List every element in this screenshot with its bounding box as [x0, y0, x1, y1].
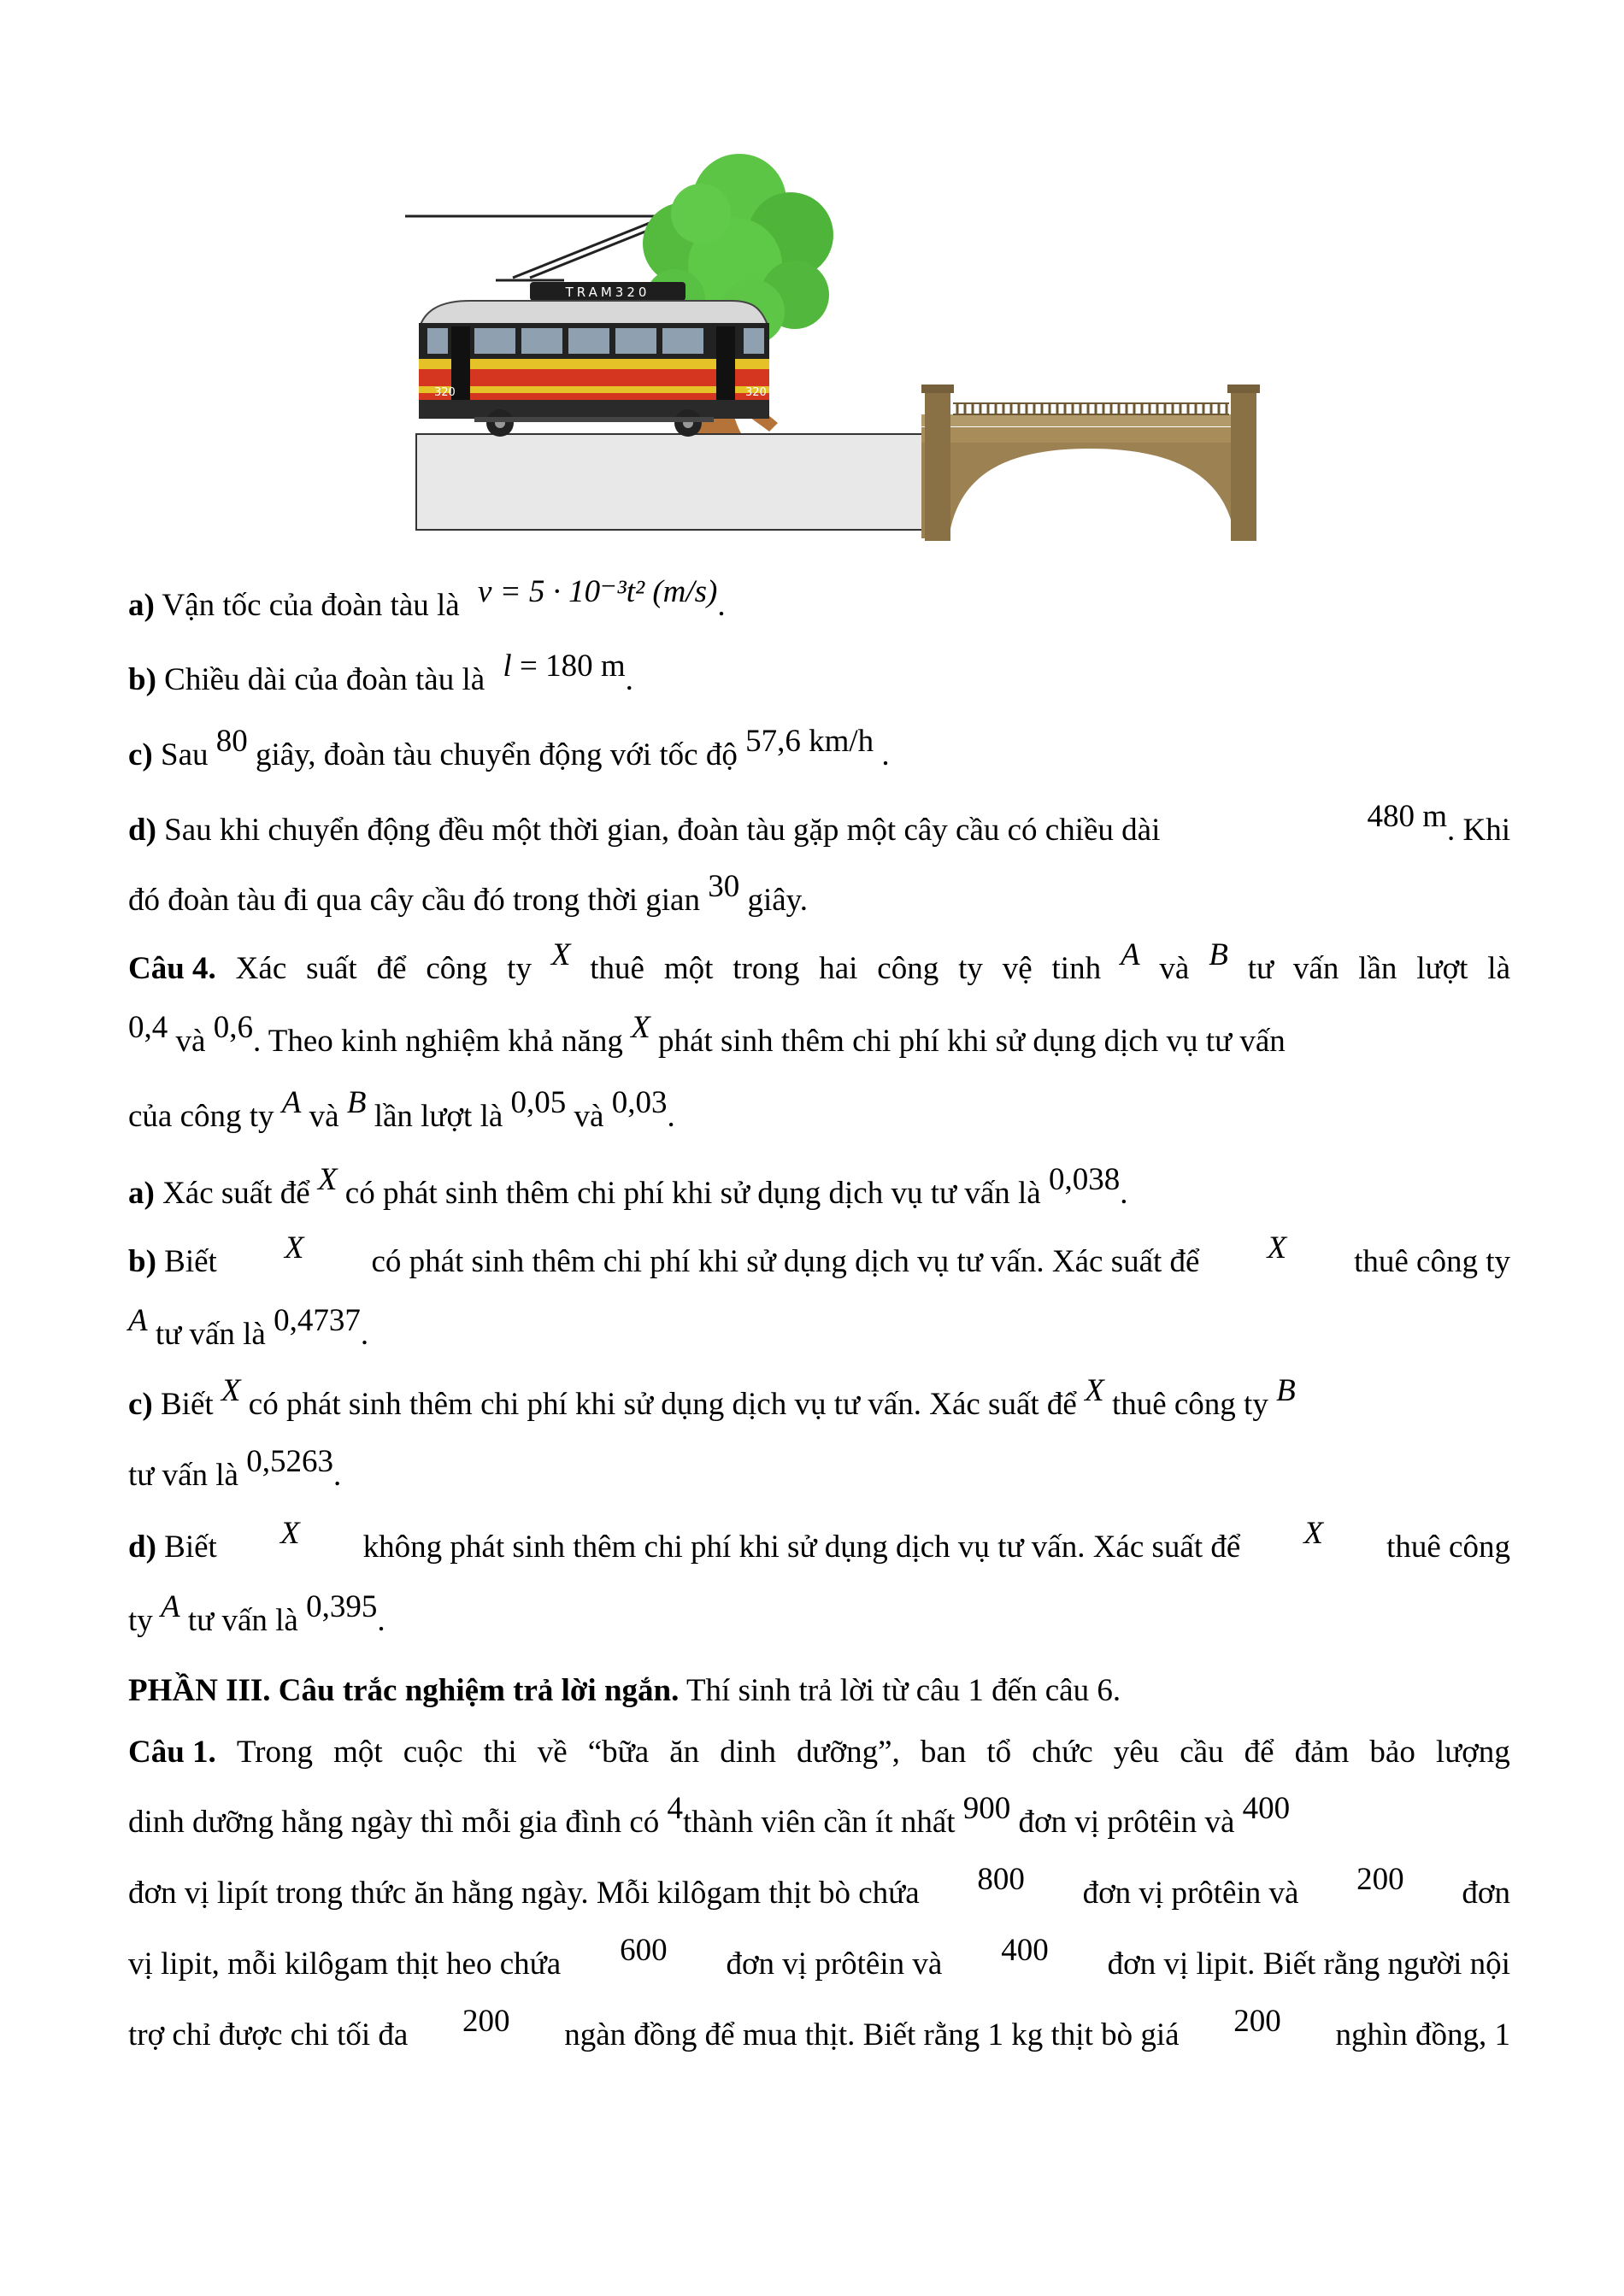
part-d-line-1: [128, 799, 1510, 848]
q1-pork-protein: 600: [620, 1933, 668, 1968]
q4a-end: .: [1120, 1176, 1128, 1211]
q4-word: vấn: [1292, 951, 1339, 986]
q4-line-1: [128, 937, 1510, 986]
bridge-railing: [957, 403, 1227, 414]
q4b-end: .: [360, 1317, 369, 1352]
q4c-text-3: thuê công ty: [1111, 1387, 1268, 1422]
q1-word: chức: [1032, 1735, 1093, 1770]
q4c-text-4: tư vấn là: [128, 1458, 238, 1493]
part-a: [128, 574, 1510, 623]
q1-word: dinh: [720, 1735, 776, 1770]
q4d-label: d): [128, 1530, 156, 1565]
q4-text-2: . Theo kinh nghiệm khả năng: [252, 1024, 623, 1059]
q4d-end: .: [377, 1603, 385, 1638]
q4-word: suất: [306, 951, 357, 986]
q4d-text-1: Biết: [164, 1530, 217, 1565]
q4-var-b: B: [1209, 937, 1228, 972]
q4d-line-1: [128, 1516, 1510, 1565]
q4d-line-2: [128, 1589, 1510, 1638]
q1-text-3a: đơn vị lipít trong thức ăn hằng ngày. Mỗi kilôgam thịt bò chứa: [128, 1876, 920, 1911]
part-d-line-2: [128, 869, 1510, 918]
q4-rate-b: 0,03: [611, 1085, 668, 1120]
part-b: [128, 649, 1510, 697]
part-b-value: = 180 m: [519, 649, 626, 684]
q4b-line-1: [128, 1230, 1510, 1279]
q4-word: vệ: [1002, 951, 1033, 986]
part-c-text-1: Sau: [161, 737, 209, 772]
q4-line-3: [128, 1085, 1510, 1134]
q4-var-b: B: [346, 1085, 367, 1120]
q4-word: hai: [819, 951, 858, 986]
q4a-label: a): [128, 1176, 155, 1211]
part-c: [128, 724, 1510, 772]
q4b-var-x-2: X: [1267, 1230, 1287, 1265]
q1-line-5: [128, 2004, 1510, 2052]
q1-budget: 200: [462, 2004, 510, 2039]
q4-word: công: [426, 951, 488, 986]
q1-line-1: [128, 1736, 1510, 1768]
q1-word: về: [537, 1735, 568, 1770]
q4d-var-a: A: [161, 1589, 180, 1624]
q1-word: cuộc: [403, 1735, 463, 1770]
part-b-text: Chiều dài của đoàn tàu là: [164, 662, 485, 697]
part-d-text-4: giây.: [747, 883, 809, 918]
q4c-var-x-1: X: [221, 1373, 241, 1408]
q4-var-x: X: [550, 937, 571, 972]
q4-rate-a: 0,05: [510, 1085, 567, 1120]
part3-heading-line: [128, 1675, 1510, 1706]
part-b-var: l: [503, 649, 512, 684]
q4c-line-2: [128, 1444, 1510, 1493]
part-c-text-2: giây, đoàn tàu chuyển động với tốc độ: [256, 737, 738, 772]
q4a-text-1: Xác suất để: [162, 1176, 310, 1211]
q4b-label: b): [128, 1244, 156, 1279]
q4b-var-x-1: X: [284, 1230, 304, 1265]
q1-text-4c: đơn vị lipit. Biết rằng người nội: [1107, 1947, 1510, 1982]
q4d-text-3: thuê công: [1386, 1530, 1510, 1565]
q4-word: và: [1159, 951, 1190, 986]
part-a-end: .: [717, 588, 726, 623]
q4b-text-2: có phát sinh thêm chi phí khi sử dụng dịch vụ tư vấn. Xác suất để: [371, 1244, 1200, 1279]
q4a: [128, 1162, 1510, 1211]
part-b-end: .: [625, 662, 633, 697]
q4a-value: 0,038: [1048, 1162, 1121, 1197]
q4c-text-2: có phát sinh thêm chi phí khi sử dụng dịch vụ tư vấn. Xác suất để: [248, 1387, 1077, 1422]
q1-members: 4: [667, 1791, 684, 1826]
q4c-value: 0,5263: [246, 1444, 333, 1479]
q4c-end: .: [332, 1458, 342, 1493]
q4-prob-b: 0,6: [213, 1010, 253, 1045]
q4b-text-1: Biết: [164, 1244, 217, 1279]
q4c-line-1: [128, 1373, 1510, 1422]
q4-text-4: của công ty: [128, 1099, 274, 1134]
part3-heading: PHẦN III. Câu trắc nghiệm trả lời ngắn.: [128, 1673, 680, 1708]
q1-word: dưỡng”,: [797, 1735, 900, 1770]
part-d-text-2: . Khi: [1447, 813, 1510, 848]
q4b-text-4: tư vấn là: [155, 1317, 266, 1352]
part-c-label: c): [128, 737, 153, 772]
q1-text-4a: vị lipit, mỗi kilôgam thịt heo chứa: [128, 1947, 562, 1982]
tram: [419, 282, 769, 437]
part-d-time: 30: [708, 869, 740, 904]
part-a-label: a): [128, 588, 155, 623]
bridge: [921, 385, 1260, 541]
part-d-length: 480 m: [1367, 799, 1447, 834]
q4c-label: c): [128, 1387, 153, 1422]
q4-word: để: [376, 951, 407, 986]
q4-word: trong: [733, 951, 800, 986]
q1-beef-lipid: 200: [1356, 1862, 1404, 1897]
q1-word: cầu: [1180, 1735, 1224, 1770]
q4c-var-x-2: X: [1085, 1373, 1104, 1408]
q4c-text-1: Biết: [161, 1387, 214, 1422]
q1-beef-price: 200: [1233, 2004, 1281, 2039]
q4d-value: 0,395: [306, 1589, 378, 1624]
q1-text-2a: dinh dưỡng hằng ngày thì mỗi gia đình có: [128, 1805, 660, 1840]
q1-text-4b: đơn vị prôtêin và: [726, 1947, 943, 1982]
q1-word: ban: [920, 1735, 967, 1770]
q1-line-3: [128, 1862, 1510, 1911]
part-c-end: .: [881, 737, 890, 772]
q1-line-4: [128, 1933, 1510, 1982]
tram-number-right: 320: [745, 386, 767, 399]
q4d-text-2: không phát sinh thêm chi phí khi sử dụng dịch vụ tư vấn. Xác suất để: [362, 1530, 1241, 1565]
q1-text-2c: đơn vị prôtêin và: [1018, 1805, 1235, 1840]
q4-word: Xác: [235, 951, 287, 986]
q4-prob-a: 0,4: [128, 1010, 168, 1045]
q4-and-2: và: [309, 1099, 339, 1134]
part-c-time: 80: [215, 724, 248, 759]
q1-word: để: [1244, 1735, 1274, 1770]
q4-label: Câu 4.: [128, 951, 216, 986]
q1-word: một: [333, 1735, 383, 1770]
q4a-var-x: X: [317, 1162, 338, 1197]
part-a-text: Vận tốc của đoàn tàu là: [162, 588, 460, 623]
part-b-label: b): [128, 662, 156, 697]
q1-beef-protein: 800: [977, 1862, 1025, 1897]
q4-var-a: A: [281, 1085, 302, 1120]
q4a-text-2: có phát sinh thêm chi phí khi sử dụng dịch vụ tư vấn là: [344, 1176, 1041, 1211]
q1-text-5c: nghìn đồng, 1: [1335, 2017, 1510, 2052]
q1-word: bảo: [1369, 1735, 1415, 1770]
part-d-text-1: Sau khi chuyển động đều một thời gian, đoàn tàu gặp một cây cầu có chiều dài: [164, 813, 1161, 848]
tram-number-left: 320: [434, 386, 456, 399]
q4-and-1: và: [175, 1024, 206, 1059]
q4-line-2: [128, 1010, 1510, 1059]
q1-text-3b: đơn vị prôtêin và: [1082, 1876, 1299, 1911]
q1-label: Câu 1.: [128, 1735, 216, 1770]
q1-word: yêu: [1113, 1735, 1160, 1770]
q4-word: thuê: [590, 951, 644, 986]
q4-var-a: A: [1120, 937, 1140, 972]
q4-word: là: [1487, 951, 1510, 986]
q4-and-3: và: [574, 1099, 604, 1134]
part-a-formula: v = 5 · 10⁻³t² (m/s): [477, 574, 718, 609]
q1-word: thi: [483, 1735, 517, 1770]
q4-word: ty: [958, 951, 983, 986]
q4-var-x: X: [631, 1010, 650, 1045]
q1-protein-min: 900: [962, 1791, 1011, 1826]
q4-word: ty: [507, 951, 532, 986]
q4-text-5: lần lượt là: [374, 1099, 503, 1134]
part-c-speed: 57,6 km/h: [745, 724, 874, 759]
q4d-var-x-2: X: [1303, 1516, 1323, 1551]
part-d-label: d): [128, 813, 156, 848]
q4-word: tinh: [1051, 951, 1102, 986]
q4-word: lượt: [1416, 951, 1468, 986]
q1-word: “bữa: [587, 1735, 650, 1770]
q4-end: .: [667, 1099, 675, 1134]
q4d-var-x-1: X: [279, 1516, 300, 1551]
part3-text: Thí sinh trả lời từ câu 1 đến câu 6.: [685, 1673, 1121, 1708]
q1-text-5a: trợ chỉ được chi tối đa: [128, 2017, 409, 2052]
q1-pork-lipid: 400: [1001, 1933, 1049, 1968]
q4b-text-3: thuê công ty: [1354, 1244, 1510, 1279]
q1-line-2: [128, 1791, 1510, 1840]
q1-word: ăn: [669, 1735, 700, 1770]
q4-word: công: [877, 951, 939, 986]
q1-lipid-min: 400: [1242, 1791, 1291, 1826]
tram-bridge-illustration: [393, 137, 1265, 547]
q1-word: lượng: [1435, 1735, 1510, 1770]
q1-word: Trong: [236, 1735, 313, 1770]
q1-text-2b: thành viên cần ít nhất: [683, 1805, 956, 1840]
q4-word: lần: [1358, 951, 1397, 986]
tram-label: TRAM320: [565, 285, 650, 300]
q4-text-3: phát sinh thêm chi phí khi sử dụng dịch vụ tư vấn: [658, 1024, 1286, 1059]
q1-text-5b: ngàn đồng để mua thịt. Biết rằng 1 kg thịt bò giá: [564, 2017, 1180, 2052]
q1-text-3c: đơn: [1462, 1876, 1510, 1911]
q4c-var-b: B: [1276, 1373, 1296, 1408]
part-d-text-3: đó đoàn tàu đi qua cây cầu đó trong thời gian: [128, 883, 700, 918]
q4b-line-2: [128, 1303, 1510, 1352]
ground-block: [416, 434, 929, 530]
q1-word: đảm: [1294, 1735, 1350, 1770]
q4-word: tư: [1247, 951, 1274, 986]
q1-word: tổ: [986, 1735, 1012, 1770]
q4d-text-5: tư vấn là: [187, 1603, 298, 1638]
q4d-text-4: ty: [128, 1603, 153, 1638]
q4b-var-a: A: [128, 1303, 148, 1338]
q4b-value: 0,4737: [274, 1303, 361, 1338]
q4-word: một: [663, 951, 714, 986]
